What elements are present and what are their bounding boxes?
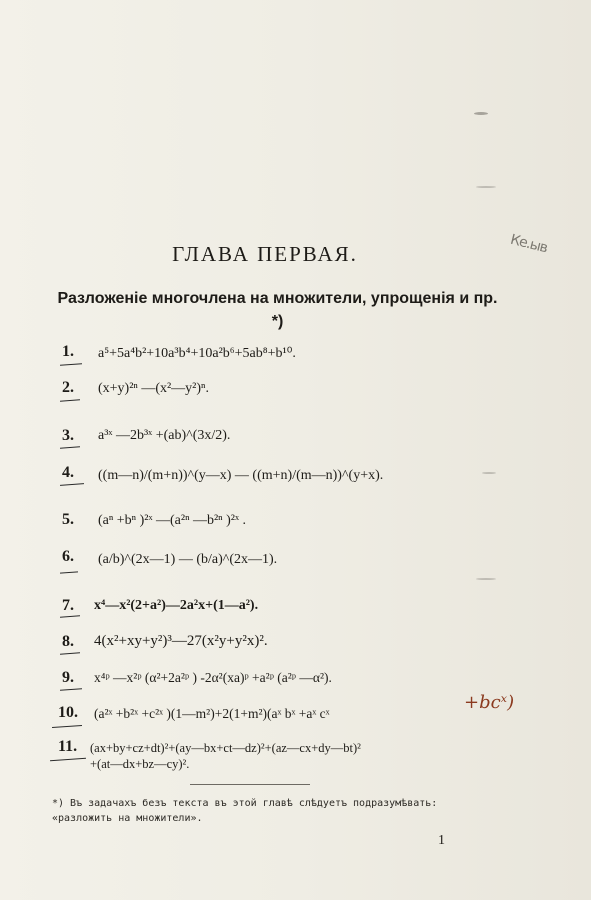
problem-number: 11.	[58, 738, 78, 755]
problem-expression: x⁴—x²(2+a²)—2a²x+(1—a²).	[94, 598, 259, 613]
problem-number: 1.	[62, 343, 74, 360]
problem-number: 3.	[62, 427, 74, 444]
section-title: Разложеніе многочлена на множители, упрощенія и пр. *)	[57, 290, 498, 330]
problem-expression: a⁵+5a⁴b²+10a³b⁴+10a²b⁶+5ab⁸+b¹⁰.	[98, 346, 296, 361]
footnote-separator	[190, 784, 310, 785]
chapter-title: ГЛАВА ПЕРВАЯ.	[172, 242, 358, 266]
problem-expression: 4(x²+xy+y²)³—27(x²y+y²x)².	[94, 633, 268, 649]
pencil-underline	[60, 363, 82, 366]
problem-number: 4.	[62, 464, 74, 481]
problem-expression: (x+y)²ⁿ —(x²—y²)ⁿ.	[98, 381, 209, 396]
problem-number: 7.	[62, 597, 74, 614]
pencil-underline	[60, 571, 78, 573]
ink-speck	[476, 186, 496, 188]
pencil-underline	[60, 483, 84, 486]
problem-expression: a³ˣ —2b³ˣ +(ab)^(3x/2).	[98, 428, 231, 443]
problem-number: 9.	[62, 669, 74, 686]
pencil-underline	[52, 725, 82, 728]
pencil-underline	[60, 688, 82, 691]
problem-number: 8.	[62, 633, 74, 650]
pencil-underline	[60, 446, 80, 448]
problem-number: 5.	[62, 511, 74, 528]
footnote: *) Въ задачахъ безъ текста въ этой главѣ слѣдуетъ подразумѣвать: «разложить на множители».	[52, 798, 438, 824]
problem-expression: ((m—n)/(m+n))^(y—x) — ((m+n)/(m—n))^(y+x).	[98, 468, 384, 483]
margin-note: Ке.ыв	[508, 231, 549, 257]
problem-number: 10.	[58, 704, 78, 721]
pencil-underline	[60, 615, 80, 617]
ink-speck	[476, 578, 496, 580]
ink-speck	[474, 112, 488, 115]
pencil-underline	[60, 399, 80, 401]
problem-expression: (a/b)^(2x—1) — (b/a)^(2x—1).	[98, 552, 278, 567]
pencil-underline	[60, 652, 80, 654]
page-number: 1	[438, 833, 445, 848]
handwritten-annotation: +bcˣ)	[464, 692, 515, 713]
problem-expression: (aⁿ +bⁿ )²ˣ —(a²ⁿ —b²ⁿ )²ˣ .	[98, 513, 246, 528]
problem-number: 2.	[62, 379, 74, 396]
problem-expression: x⁴ᵖ —x²ᵖ (α²+2a²ᵖ ) -2α²(xa)ᵖ +a²ᵖ (a²ᵖ —α²).	[94, 670, 332, 685]
ink-speck	[482, 472, 496, 474]
problem-expression-continued: +(at—dx+bz—cy)².	[90, 757, 190, 771]
problem-expression: (a²ˣ +b²ˣ +c²ˣ )(1—m²)+2(1+m²)(aˣ bˣ +aˣ cˣ	[94, 706, 330, 721]
problem-number: 6.	[62, 548, 74, 565]
pencil-underline	[50, 758, 86, 762]
problem-expression: (ax+by+cz+dt)²+(ay—bx+ct—dz)²+(az—cx+dy—bt)²	[90, 741, 361, 755]
